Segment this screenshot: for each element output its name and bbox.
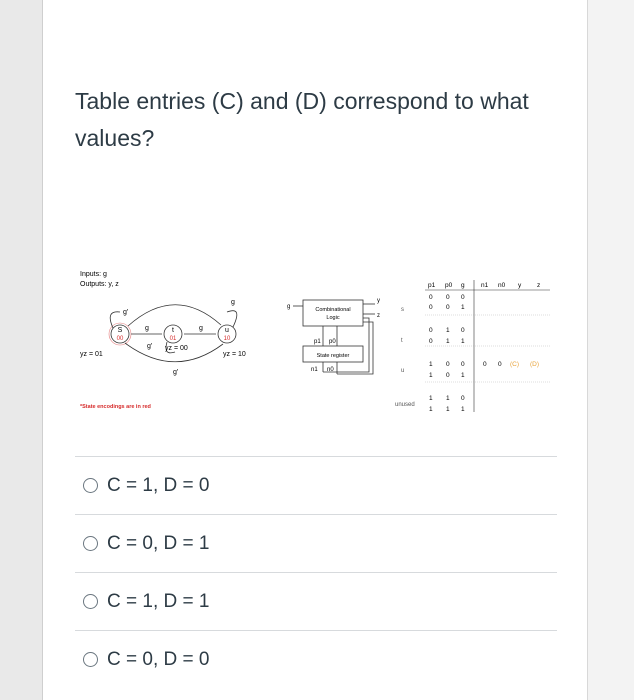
cell: 0 (461, 395, 465, 402)
fsm-outputs-label: Outputs: y, z (80, 281, 119, 288)
loop-u (227, 311, 237, 327)
cell: 0 (429, 338, 433, 345)
edge-label-2: g (145, 325, 149, 332)
group-s-label: s (401, 307, 404, 313)
cell: 0 (461, 294, 465, 301)
col-y: y (518, 282, 522, 289)
answer-option-1[interactable] (75, 456, 557, 514)
cell: 0 (429, 327, 433, 334)
group-unused-label: unused (395, 402, 415, 408)
block-out-y: y (377, 298, 380, 304)
radio-button-icon[interactable] (83, 594, 98, 609)
cell: 1 (429, 361, 433, 368)
block-n0: n0 (327, 367, 334, 373)
cell: 1 (429, 406, 433, 413)
answer-list (75, 456, 557, 688)
cell: 0 (461, 361, 465, 368)
cell: 1 (429, 372, 433, 379)
fsm-inputs-label: Inputs: g (80, 271, 107, 278)
fsm-note: *State encodings are in red (80, 404, 151, 410)
cell-n1: 0 (483, 361, 487, 368)
state-s-name: S (117, 327, 123, 334)
cell-c-placeholder: (C) (510, 361, 520, 368)
right-edge (587, 0, 634, 700)
cell-d-placeholder: (D) (530, 361, 540, 368)
col-z: z (537, 282, 541, 289)
block-out-z: z (377, 313, 380, 319)
cell: 0 (446, 372, 450, 379)
group-u-label: u (401, 368, 405, 374)
answer-label: C = 1, D = 0 (107, 474, 210, 496)
edge-label-3: g (199, 325, 203, 332)
answer-option-4[interactable] (75, 630, 557, 688)
block-input-g: g (287, 304, 291, 310)
state-register-label: State register (316, 353, 350, 359)
cell: 1 (461, 304, 465, 311)
cell: 1 (429, 395, 433, 402)
state-u-output: yz = 10 (223, 351, 246, 358)
col-n1: n1 (481, 282, 489, 289)
cell: 0 (461, 327, 465, 334)
cell: 0 (446, 294, 450, 301)
figure-svg (75, 262, 565, 427)
cell: 1 (461, 406, 465, 413)
state-t-output: yz = 00 (165, 345, 188, 352)
answer-label: C = 0, D = 0 (107, 648, 210, 670)
edge-label-5: g (231, 299, 235, 306)
state-s-code: 00 (116, 336, 124, 342)
col-p0: p0 (445, 282, 453, 289)
cell: 1 (446, 406, 450, 413)
loop-s (110, 312, 120, 328)
combinational-label-2: Logic (326, 315, 340, 321)
cell: 0 (446, 304, 450, 311)
combinational-logic-box (303, 300, 363, 326)
answer-label: C = 1, D = 1 (107, 590, 210, 612)
answer-label: C = 0, D = 1 (107, 532, 210, 554)
block-p0: p0 (329, 339, 336, 345)
cell-n0: 0 (498, 361, 502, 368)
cell: 0 (429, 294, 433, 301)
edge-u-s-top (128, 305, 221, 326)
edge-label-6: g' (173, 369, 179, 376)
radio-button-icon[interactable] (83, 536, 98, 551)
cell: 1 (446, 327, 450, 334)
edge-label-1: g' (123, 309, 129, 316)
state-u-name: u (225, 327, 229, 334)
cell: 0 (429, 304, 433, 311)
radio-button-icon[interactable] (83, 478, 98, 493)
radio-button-icon[interactable] (83, 652, 98, 667)
cell: 1 (446, 395, 450, 402)
state-s-output: yz = 01 (80, 351, 103, 358)
block-p1: p1 (314, 339, 321, 345)
combinational-label-1: Combinational (315, 307, 351, 313)
cell: 1 (461, 338, 465, 345)
answer-option-2[interactable] (75, 514, 557, 572)
truth-table (395, 280, 550, 413)
state-t-code: 01 (169, 336, 177, 342)
question-figure (75, 262, 565, 427)
cell: 0 (446, 361, 450, 368)
cell: 1 (461, 372, 465, 379)
group-t-label: t (401, 338, 403, 344)
answer-option-3[interactable] (75, 572, 557, 630)
question-text: Table entries (C) and (D) correspond to what values? (75, 88, 529, 151)
edge-label-4: g' (147, 343, 153, 350)
state-t-name: t (172, 327, 174, 334)
cell: 1 (446, 338, 450, 345)
block-n1: n1 (311, 367, 318, 373)
col-g: g (461, 282, 465, 289)
col-p1: p1 (428, 282, 436, 289)
state-u-code: 10 (223, 336, 231, 342)
col-n0: n0 (498, 282, 506, 289)
